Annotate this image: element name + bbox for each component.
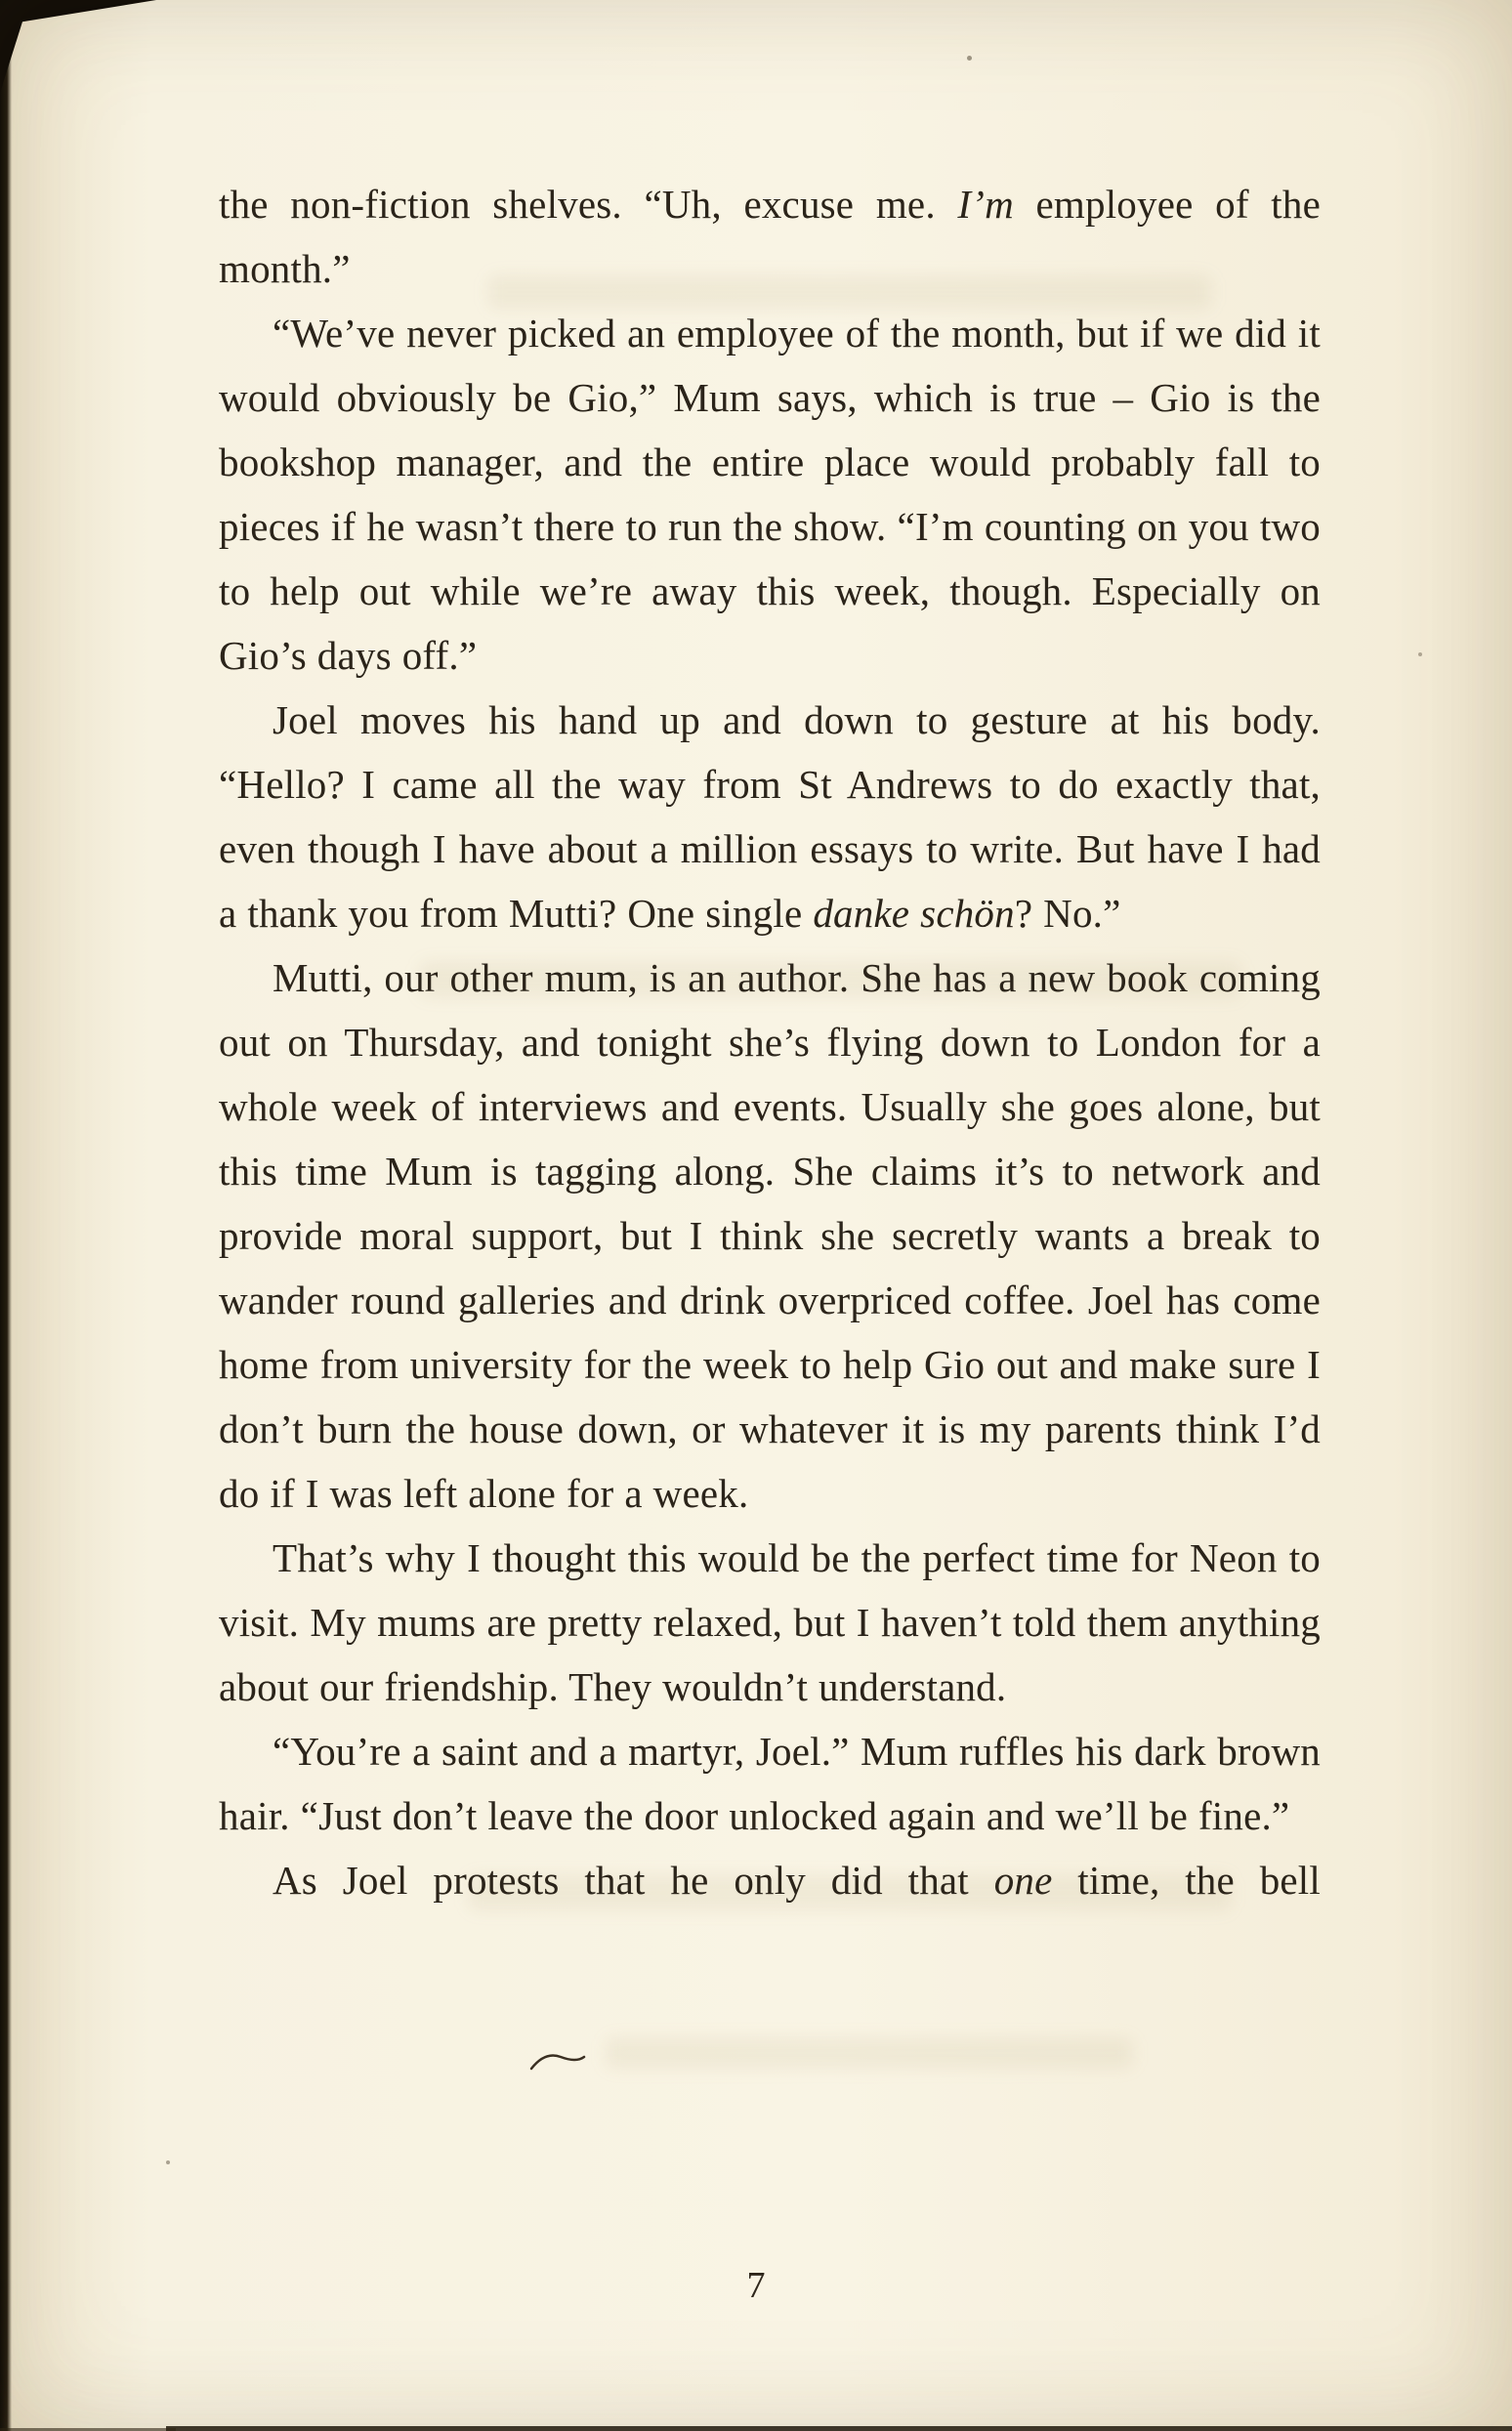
dust-speck	[1418, 652, 1422, 656]
body-text: Joel moves his hand up and down to gesture at his body. “Hello? I came all the way from St Andrews to do exactly that, even though I have about a million essays to write. But have I had a thank you from Mutti? One single	[219, 697, 1321, 936]
body-text: That’s why I thought this would be the perfect time for Neon to visit. My mums are pretty relaxed, but I haven’t told them anything about our friendship. They wouldn’t understand.	[219, 1535, 1321, 1709]
body-text: ? No.”	[1014, 891, 1121, 936]
paragraph	[219, 688, 1321, 945]
body-text: “We’ve never picked an employee of the month, but if we did it would obviously be Gio,” Mum says, which is true – Gio is the bookshop manager, and the entire place would probably fall to pieces if he wasn’t there to run the show. “I’m counting on you two to help out while we’re away this week, though. Especially on Gio’s days off.”	[219, 311, 1321, 678]
body-text: the non-fiction shelves. “Uh, excuse me.	[219, 182, 958, 227]
scan-edge-left	[0, 0, 12, 2431]
showthrough-smudge	[606, 2037, 1133, 2069]
paragraph	[219, 301, 1321, 688]
italic-text: I’m	[957, 182, 1014, 227]
paragraph	[219, 945, 1321, 1526]
body-text: As Joel protests that he only did that	[273, 1858, 994, 1903]
body-text: time, the bell	[1052, 1858, 1321, 1903]
italic-text: one	[993, 1858, 1053, 1903]
page-number: 7	[746, 2265, 766, 2306]
scan-corner-mark	[0, 0, 29, 93]
paragraph	[219, 172, 1321, 301]
body-text: Mutti, our other mum, is an author. She has a new book coming out on Thursday, and tonight she’s flying down to London for a whole week of interviews and events. Usually she goes alone, but this time Mum is tagging along. She claims it’s to network and provide moral support, but I think she secretly wants a break to wander round galleries and drink overpriced coffee. Joel has come home from university for the week to help Gio out and make sure I don’t burn the house down, or whatever it is my parents think I’d do if I was left alone for a week.	[219, 955, 1321, 1516]
dust-speck	[967, 56, 972, 61]
pen-mark	[527, 2047, 588, 2076]
scan-edge-bottom	[166, 2426, 1512, 2431]
body-text: “You’re a saint and a martyr, Joel.” Mum ruffles his dark brown hair. “Just don’t leave the door unlocked again and we’ll be fine.”	[219, 1729, 1321, 1838]
dust-speck	[166, 2160, 170, 2164]
paragraph	[219, 1526, 1321, 1719]
paragraph	[219, 1719, 1321, 1848]
paragraph	[219, 1848, 1321, 1912]
body-text: employee of the month.”	[219, 182, 1321, 291]
italic-text: danke schön	[813, 891, 1015, 936]
text-block	[219, 172, 1321, 1912]
